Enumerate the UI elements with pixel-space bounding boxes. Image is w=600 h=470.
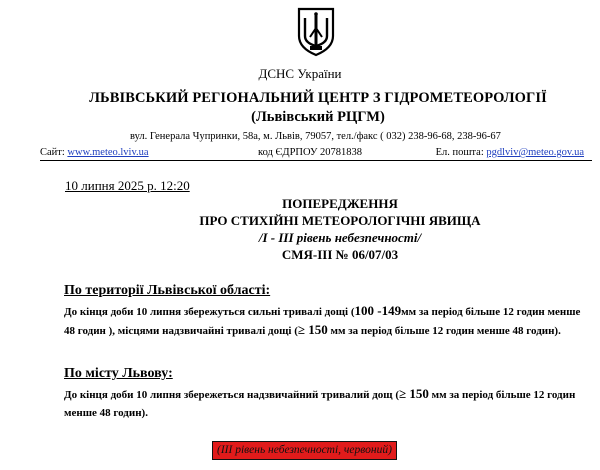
email-block xyxy=(436,147,584,158)
ukraine-trident-icon xyxy=(296,6,336,58)
edrpou-code: код ЄДРПОУ 20781838 xyxy=(258,147,363,158)
danger-levels: /І - ІІІ рівень небезпечності/ xyxy=(258,230,422,245)
center-short-name: (Львівський РЦГМ) xyxy=(251,109,385,125)
city-forecast-text xyxy=(64,385,584,422)
site-link[interactable]: www.meteo.lviv.ua xyxy=(67,147,149,158)
city-section-title: По місту Львову: xyxy=(64,366,173,381)
region-rain-range: 100 -149 xyxy=(354,303,402,318)
warning-number: СМЯ-ІІІ № 06/07/03 xyxy=(281,247,399,262)
region-text-part-3: мм за період більше 12 годин менше 48 годин). xyxy=(327,325,561,337)
city-rain-extreme: ≥ 150 xyxy=(398,386,429,401)
region-rain-extreme: ≥ 150 xyxy=(297,322,328,337)
issue-datetime: 10 липня 2025 р. 12:20 xyxy=(65,178,190,193)
region-text-part-2: мм за період більше 12 годин менше 48 годин ), місцями надзвичайні тривалі дощі ( xyxy=(64,306,581,337)
city-text-part-1: До кінця доби 10 липня збережеться надзвичайний тривалий дощ ( xyxy=(64,389,399,401)
region-text-part-1: До кінця доби 10 липня збережуться сильні тривалі дощі ( xyxy=(64,306,355,318)
danger-level-badge: (ІІІ рівень небезпечності, червоний) xyxy=(212,441,397,460)
warning-subtitle: ПРО СТИХІЙНІ МЕТЕОРОЛОГІЧНІ ЯВИЩА xyxy=(199,213,481,228)
warning-title: ПОПЕРЕДЖЕННЯ xyxy=(282,196,398,211)
center-title: ЛЬВІВСЬКИЙ РЕГІОНАЛЬНИЙ ЦЕНТР З ГІДРОМЕТЕОРОЛОГІЇ xyxy=(89,90,547,106)
region-section-title: По території Львівської області: xyxy=(64,283,271,298)
region-forecast-text xyxy=(64,302,584,340)
site-block xyxy=(40,147,149,158)
header-divider xyxy=(40,160,592,161)
email-label: Ел. пошта: xyxy=(435,147,484,158)
email-link[interactable]: pgdlviv@meteo.gov.ua xyxy=(486,147,584,158)
city-text-part-2: мм за період більше 12 годин менше 48 годин). xyxy=(64,389,576,419)
site-label: Сайт: xyxy=(40,147,65,158)
agency-name: ДСНС України xyxy=(258,66,342,81)
address-line: вул. Генерала Чупринки, 58а, м. Львів, 79057, тел./факс ( 032) 238-96-68, 238-96-67 xyxy=(130,131,501,142)
